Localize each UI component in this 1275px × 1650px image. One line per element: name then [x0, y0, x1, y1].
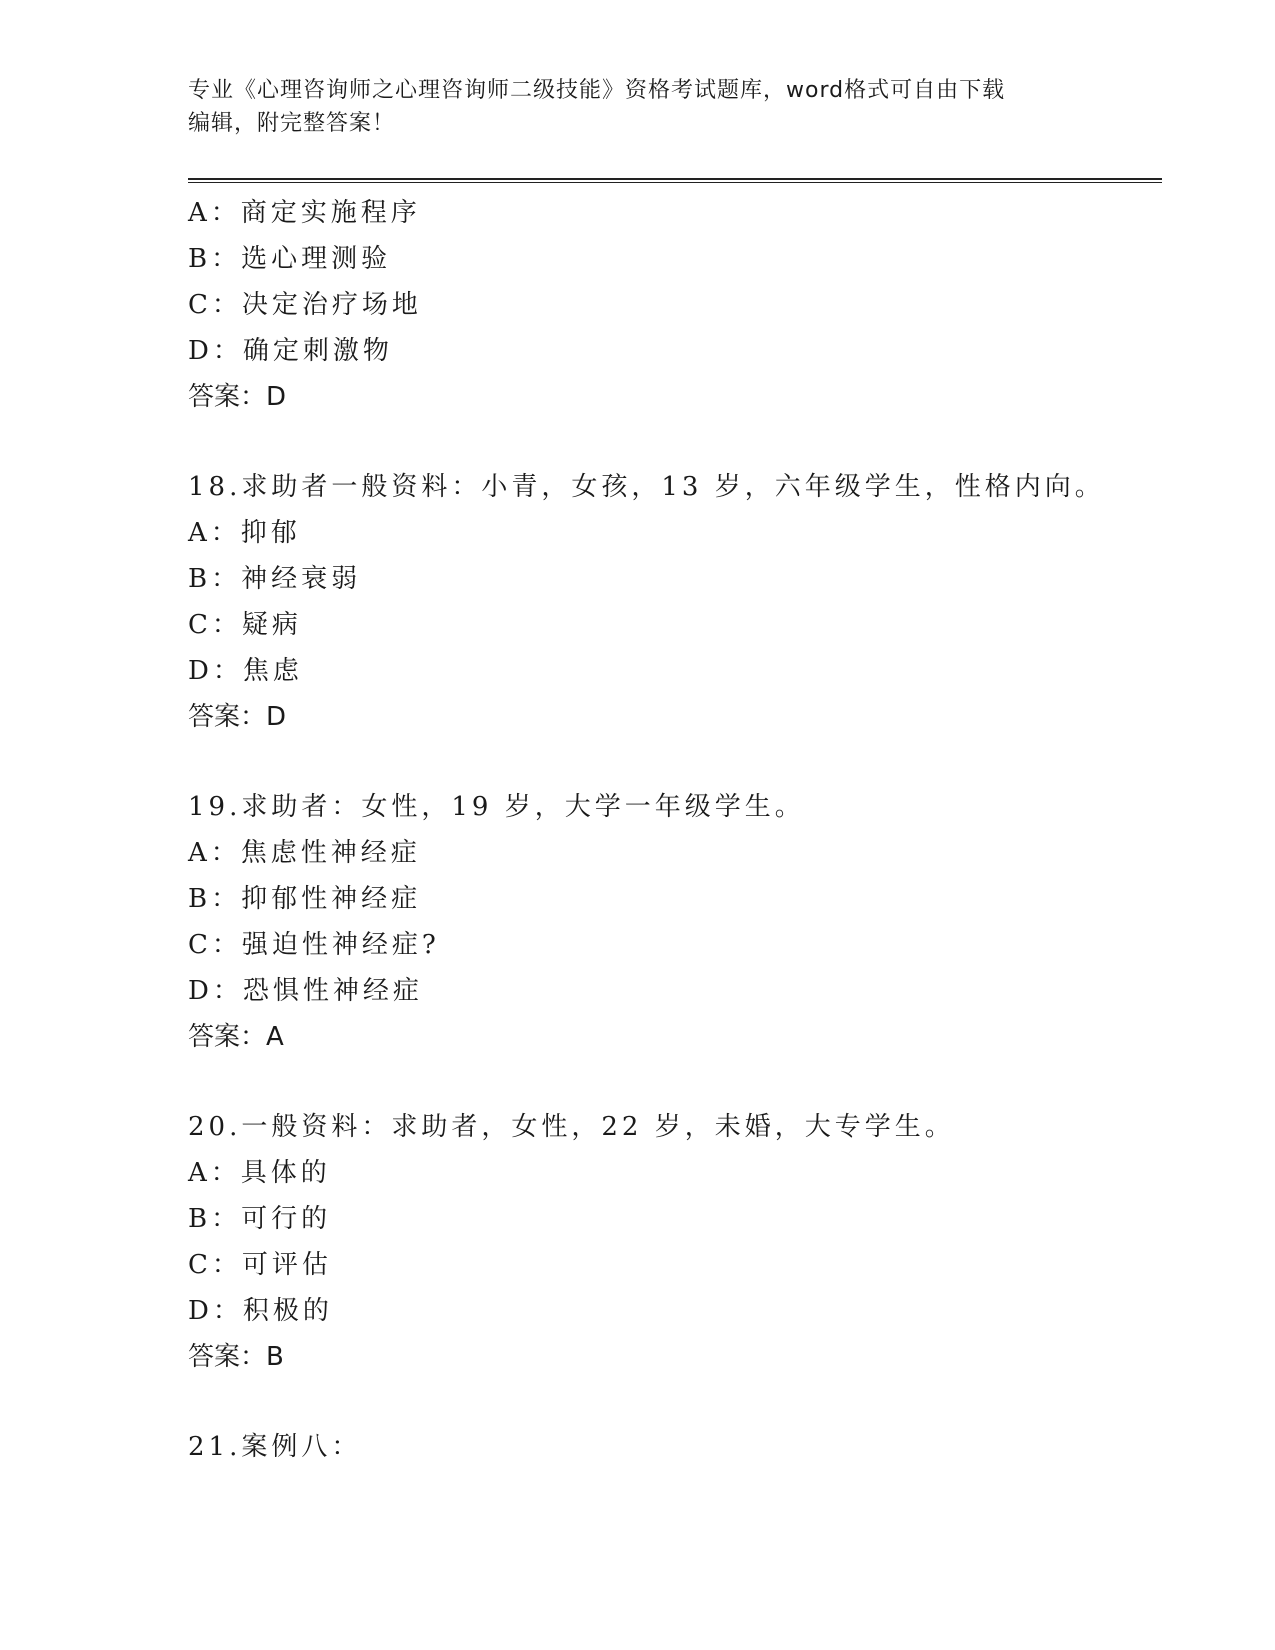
question-block	[188, 190, 1162, 420]
option-b: B：抑郁性神经症	[188, 884, 422, 914]
option-a: A：商定实施程序	[188, 198, 421, 228]
question-list	[188, 190, 1162, 1470]
option-b: B：神经衰弱	[188, 564, 362, 594]
question-block	[188, 784, 1162, 1060]
header-line-1: 专业《心理咨询师之心理咨询师二级技能》资格考试题库，word格式可自由下载	[188, 78, 1006, 103]
option-b: B：选心理测验	[188, 244, 392, 274]
answer: 答案：B	[188, 1342, 284, 1372]
option-d: D：焦虑	[188, 656, 303, 686]
question-text: 21.案例八：	[188, 1432, 362, 1462]
option-c: C：决定治疗场地	[188, 290, 422, 320]
option-d: D：积极的	[188, 1296, 333, 1326]
option-c: C：可评估	[188, 1250, 332, 1280]
answer: 答案：A	[188, 1022, 284, 1052]
answer: 答案：D	[188, 702, 287, 732]
option-a: A：焦虑性神经症	[188, 838, 421, 868]
option-a: A：具体的	[188, 1158, 331, 1188]
question-text: 19.求助者：女性，19 岁，大学一年级学生。	[188, 792, 805, 822]
option-a: A：抑郁	[188, 518, 301, 548]
header-line-2: 编辑，附完整答案！	[188, 111, 396, 136]
option-b: B：可行的	[188, 1204, 332, 1234]
option-c: C：强迫性神经症?	[188, 930, 440, 960]
document-header	[188, 74, 1088, 140]
question-text: 20.一般资料：求助者，女性，22 岁，未婚，大专学生。	[188, 1112, 955, 1142]
question-block	[188, 464, 1162, 740]
header-divider	[188, 178, 1162, 183]
question-text: 18.求助者一般资料：小青，女孩，13 岁，六年级学生，性格内向。	[188, 472, 1105, 502]
option-d: D：确定刺激物	[188, 336, 393, 366]
answer: 答案：D	[188, 382, 287, 412]
option-d: D：恐惧性神经症	[188, 976, 423, 1006]
option-c: C：疑病	[188, 610, 302, 640]
question-block	[188, 1104, 1162, 1380]
